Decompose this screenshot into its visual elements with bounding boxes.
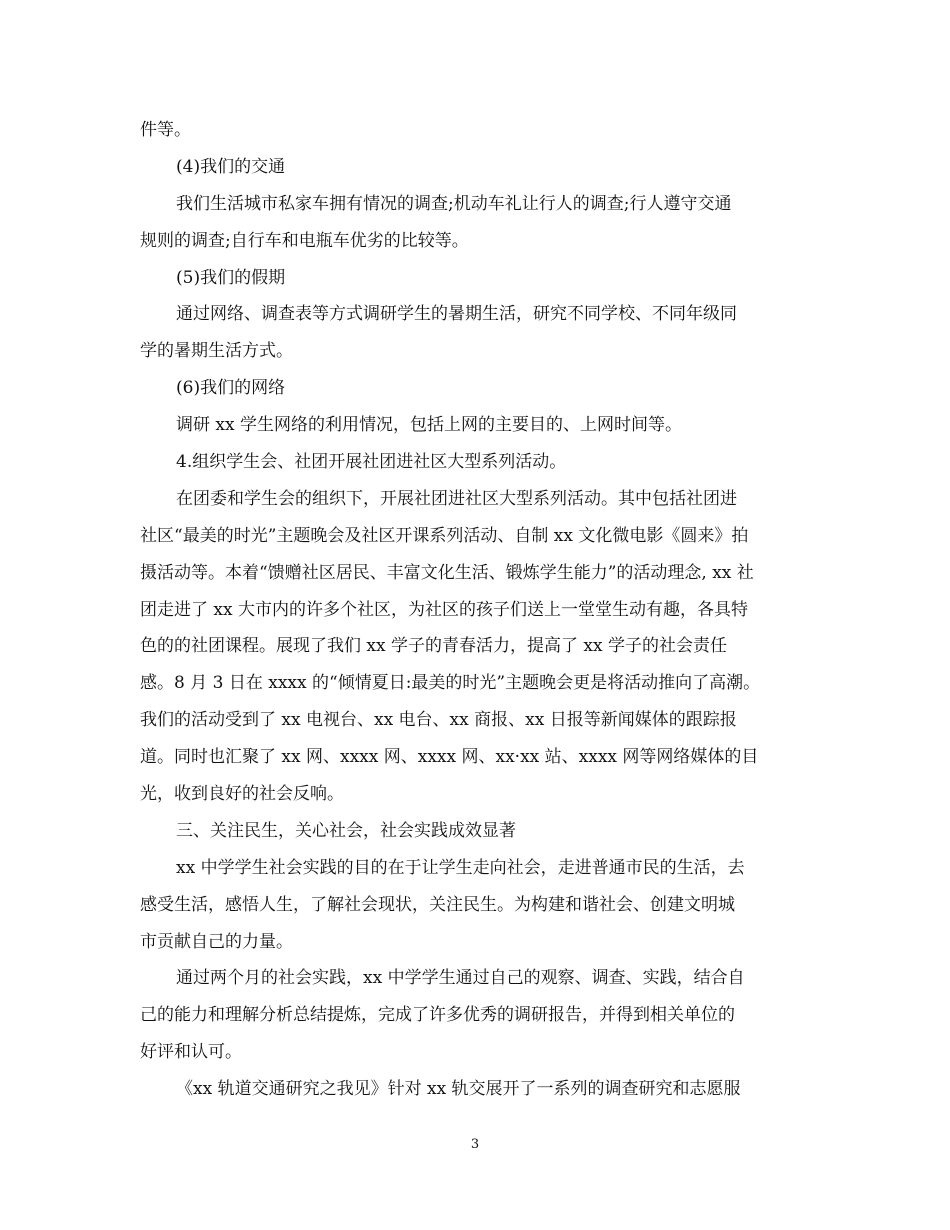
text-line: 调研 xx 学生网络的利用情况，包括上网的主要目的、上网时间等。 [176, 415, 682, 436]
section-heading-transport: (4)我们的交通 [176, 156, 286, 177]
document-body [140, 112, 812, 1108]
text-line: 己的能力和理解分析总结提炼，完成了许多优秀的调研报告，并得到相关单位的 [140, 1005, 735, 1026]
text-line: 我们生活城市私家车拥有情况的调查;机动车礼让行人的调查;行人遵守交通 [176, 193, 732, 214]
text-line: 团走进了 xx 大市内的许多个社区，为社区的孩子们送上一堂堂生动有趣，各具特 [140, 599, 748, 620]
text-line: 摄活动等。本着“馈赠社区居民、丰富文化生活、锻炼学生能力”的活动理念, xx 社 [140, 562, 754, 583]
text-line: 社区“最美的时光”主题晚会及社区开课系列活动、自制 xx 文化微电影《圆来》拍 [140, 525, 749, 546]
text-line: 我们的活动受到了 xx 电视台、xx 电台、xx 商报、xx 日报等新闻媒体的跟踪报 [140, 710, 737, 731]
text-line: 通过网络、调查表等方式调研学生的暑期生活，研究不同学校、不同年级同 [176, 304, 737, 325]
text-line: 好评和认可。 [140, 1042, 242, 1063]
text-line: 道。同时也汇聚了 xx 网、xxxx 网、xxxx 网、xx·xx 站、xxxx 网等网络媒体的目 [140, 747, 759, 768]
page-number: 3 [470, 1137, 480, 1152]
text-line: 市贡献自己的力量。 [140, 931, 293, 952]
text-line: 学的暑期生活方式。 [140, 341, 293, 362]
text-line: 件等。 [140, 120, 191, 140]
section-heading-activities: 4.组织学生会、社团开展社团进社区大型系列活动。 [176, 452, 567, 473]
text-line: 感受生活，感悟人生，了解社会现状，关注民生。为构建和谐社会、创建文明城 [140, 894, 735, 915]
text-line: 光，收到良好的社会反响。 [140, 784, 344, 805]
text-line: 在团委和学生会的组织下，开展社团进社区大型系列活动。其中包括社团进 [176, 488, 737, 509]
text-line: 规则的调查;自行车和电瓶车优劣的比较等。 [140, 230, 469, 251]
section-heading-three: 三、关注民生，关心社会，社会实践成效显著 [176, 820, 516, 841]
text-line: xx 中学学生社会实践的目的在于让学生走向社会，走进普通市民的生活，去 [176, 857, 745, 878]
text-line: 色的的社团课程。展现了我们 xx 学子的青春活力，提高了 xx 学子的社会责任 [140, 636, 727, 657]
section-heading-network: (6)我们的网络 [176, 378, 286, 399]
section-heading-holiday: (5)我们的假期 [176, 267, 286, 288]
text-line: 通过两个月的社会实践，xx 中学学生通过自己的观察、调查、实践，结合自 [176, 968, 745, 989]
text-line: 感。8 月 3 日在 xxxx 的“倾情夏日:最美的时光”主题晚会更是将活动推向了高潮。 [140, 673, 761, 694]
text-line: 《xx 轨道交通研究之我见》针对 xx 轨交展开了一系列的调查研究和志愿服 [176, 1079, 741, 1100]
